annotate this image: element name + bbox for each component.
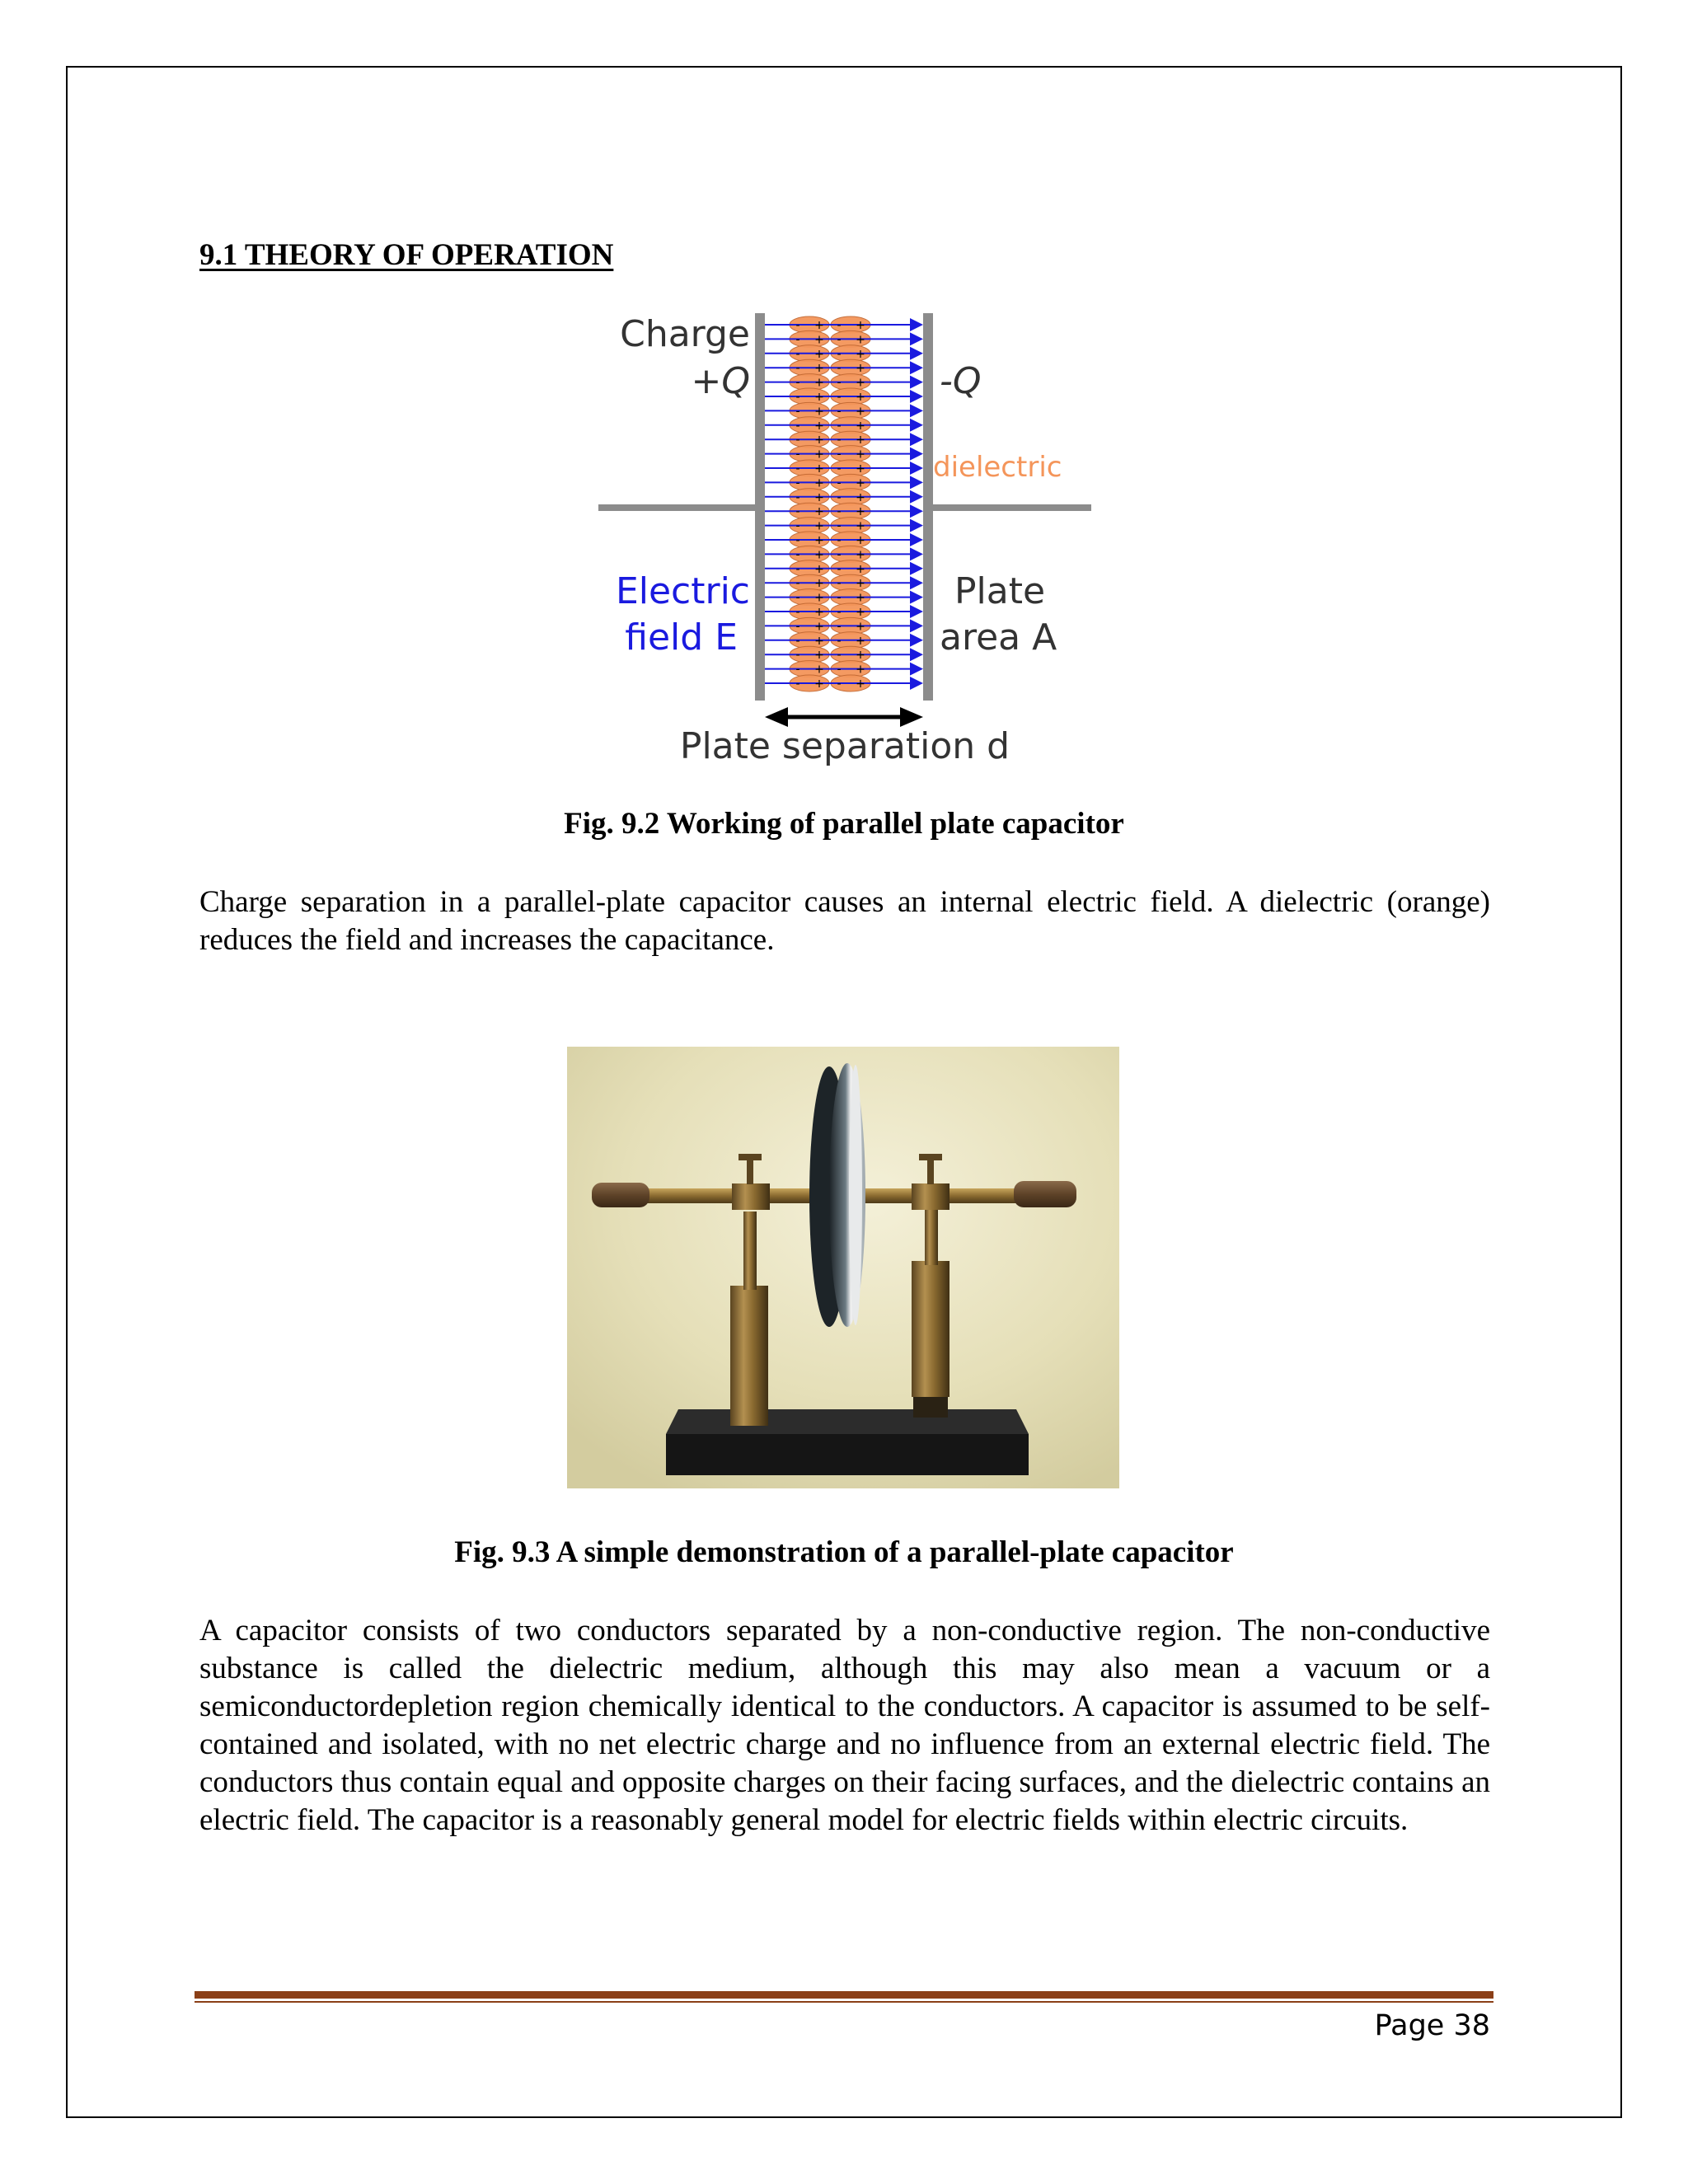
charge-sign: - [837,391,842,404]
label-charge: Charge [620,313,750,355]
label-plate: Plate [954,570,1046,612]
field-arrowhead [910,591,923,604]
charge-sign: + [814,634,824,648]
left-post-lower [730,1286,768,1426]
charge-sign: - [795,505,800,519]
field-arrowhead [910,547,923,560]
charge-sign: + [856,319,865,332]
left-screw [747,1158,753,1184]
footer-rule-thick [195,1991,1493,1999]
field-arrowhead [910,361,923,374]
charge-sign: - [795,391,800,404]
charge-sign: + [856,376,865,390]
charge-sign: + [814,519,824,533]
charge-sign: + [814,534,824,547]
left-plate [755,313,765,701]
field-arrowhead [910,347,923,360]
charge-sign: + [814,462,824,476]
label-field-e: field E [625,616,738,658]
left-screw-head [738,1154,762,1160]
charge-sign: - [795,333,800,347]
charge-sign: + [856,505,865,519]
field-arrowhead [910,490,923,504]
charge-sign: - [837,634,842,648]
charge-sign: + [856,434,865,448]
charge-sign: + [856,519,865,533]
right-post-lower [912,1261,950,1397]
charge-sign: - [837,448,842,462]
right-post-upper [925,1203,938,1265]
separation-arrow-right-head [900,707,923,727]
field-arrowhead [910,648,923,661]
charge-sign: - [795,577,800,591]
charge-sign: - [795,434,800,448]
field-arrowhead [910,332,923,345]
field-arrowhead [910,504,923,518]
charge-sign: - [795,448,800,462]
charge-sign: - [837,606,842,619]
field-arrowhead [910,634,923,647]
label-minus-q: -Q [940,360,982,402]
charge-sign: + [856,548,865,562]
charge-sign: + [856,391,865,404]
field-arrowhead [910,677,923,690]
charge-sign: + [814,649,824,663]
label-plate-area: area A [940,616,1057,658]
separation-arrow-left-head [765,707,788,727]
charge-sign: - [837,548,842,562]
charge-sign: + [856,577,865,591]
charge-sign: - [795,591,800,605]
charge-sign: - [795,548,800,562]
field-arrowhead [910,562,923,575]
charge-sign: + [814,562,824,576]
field-arrowhead [910,663,923,676]
charge-sign: - [795,562,800,576]
right-screw [927,1158,934,1184]
charge-sign: - [795,606,800,619]
charge-sign: - [795,476,800,490]
figure-caption-9-2: Fig. 9.2 Working of parallel plate capacitor [564,807,1124,841]
charge-sign: + [814,505,824,519]
base-top [666,1409,1029,1434]
charge-sign: - [837,649,842,663]
charge-sign: - [837,591,842,605]
field-arrowhead [910,519,923,532]
charge-sign: + [856,534,865,547]
charge-sign: - [837,405,842,419]
charge-sign: + [856,362,865,376]
charge-sign: - [795,534,800,547]
charge-sign: - [837,333,842,347]
right-clamp [912,1183,950,1210]
charge-sign: + [814,347,824,361]
charge-sign: + [814,434,824,448]
charge-sign: + [814,419,824,433]
charge-sign: + [856,649,865,663]
charge-sign: + [814,362,824,376]
charge-sign: - [795,649,800,663]
base-front [666,1434,1029,1475]
charge-sign: + [814,490,824,504]
charge-sign: - [795,419,800,433]
field-arrowhead [910,619,923,632]
charge-sign: - [795,462,800,476]
charge-sign: + [856,591,865,605]
label-dielectric: dielectric [933,451,1062,484]
field-arrowhead [910,533,923,546]
charge-sign: - [837,663,842,677]
charge-sign: - [795,620,800,634]
capacitor-diagram [593,313,1096,775]
label-plus-q: +Q [691,360,750,402]
charge-sign: + [856,562,865,576]
page-number: Page 38 [1374,2009,1490,2042]
charge-sign: + [814,620,824,634]
charge-sign: + [856,448,865,462]
charge-sign: + [856,347,865,361]
field-arrowhead [910,576,923,589]
field-arrowhead [910,376,923,389]
charge-sign: - [837,677,842,691]
footer-rule-thin [195,2001,1493,2003]
charge-sign: - [837,347,842,361]
charge-sign: - [837,505,842,519]
charge-sign: + [856,490,865,504]
charge-sign: + [814,677,824,691]
left-wire [598,504,760,511]
right-handle [1014,1181,1076,1207]
charge-sign: + [856,405,865,419]
field-arrowhead [910,448,923,461]
field-arrowhead [910,318,923,331]
figure-caption-9-3: Fig. 9.3 A simple demonstration of a parallel-plate capacitor [454,1535,1234,1569]
charge-sign: + [856,606,865,619]
charge-sign: + [814,448,824,462]
left-handle [592,1183,649,1207]
field-arrowhead [910,419,923,432]
charge-sign: - [837,562,842,576]
charge-sign: - [795,362,800,376]
charge-sign: + [856,634,865,648]
charge-sign: + [814,591,824,605]
charge-sign: - [795,663,800,677]
charge-sign: + [814,606,824,619]
charge-sign: + [856,620,865,634]
charge-sign: - [837,490,842,504]
paragraph-capacitor-description: A capacitor consists of two conductors separated by a non-conductive region. The non-conductive substance is called the dielectric medium, although this may also mean a vacuum or a semiconductordepletion region chemically identical to the conductors. A capacitor is assumed to be self-contained and isolated, with no net electric charge and no influence from an external electric field. The conductors thus contain equal and opposite charges on their facing surfaces, and the dielectric contains an electric field. The capacitor is a reasonably general model for electric fields within electric circuits. [199,1614,1490,1837]
charge-sign: - [837,534,842,547]
charge-sign: - [795,405,800,419]
charge-sign: + [856,677,865,691]
right-plate [923,313,933,701]
charge-sign: + [814,476,824,490]
field-arrowhead [910,404,923,417]
field-arrowhead [910,476,923,489]
paragraph-dielectric: Charge separation in a parallel-plate capacitor causes an internal electric field. A dielectric (orange) reduces the field and increases the capacitance. [199,885,1490,957]
charge-sign: - [795,376,800,390]
label-electric: Electric [615,570,750,612]
charge-sign: + [814,663,824,677]
charge-sign: + [814,577,824,591]
left-rod [633,1188,823,1203]
charge-sign: + [814,376,824,390]
charge-sign: + [856,476,865,490]
capacitor-demo-photo [567,1047,1119,1488]
right-post-spring [913,1397,948,1418]
charge-sign: - [837,519,842,533]
charge-sign: - [795,519,800,533]
charge-sign: + [856,333,865,347]
charge-sign: - [837,434,842,448]
charge-sign: - [795,677,800,691]
charge-sign: - [795,634,800,648]
charge-sign: + [814,405,824,419]
section-heading: 9.1 THEORY OF OPERATION [199,238,614,272]
charge-sign: - [837,620,842,634]
label-separation: Plate separation d [679,725,1010,767]
right-screw-head [919,1154,942,1160]
left-clamp [732,1183,770,1210]
charge-sign: + [814,319,824,332]
field-arrowhead [910,433,923,446]
charge-sign: + [814,391,824,404]
charge-sign: - [837,577,842,591]
field-arrowhead [910,605,923,618]
charge-sign: - [795,347,800,361]
charge-sign: - [837,462,842,476]
right-wire [933,504,1091,511]
field-arrowhead [910,390,923,403]
charge-sign: - [837,476,842,490]
charge-sign: + [856,663,865,677]
charge-sign: - [837,362,842,376]
charge-sign: + [856,462,865,476]
field-arrowhead [910,462,923,475]
charge-sign: - [837,419,842,433]
right-disc-edge [849,1065,862,1325]
charge-sign: + [814,548,824,562]
left-post-upper [743,1212,757,1290]
charge-sign: + [814,333,824,347]
charge-sign: - [837,376,842,390]
charge-sign: - [795,490,800,504]
charge-sign: - [795,319,800,332]
charge-sign: - [837,319,842,332]
charge-sign: + [856,419,865,433]
